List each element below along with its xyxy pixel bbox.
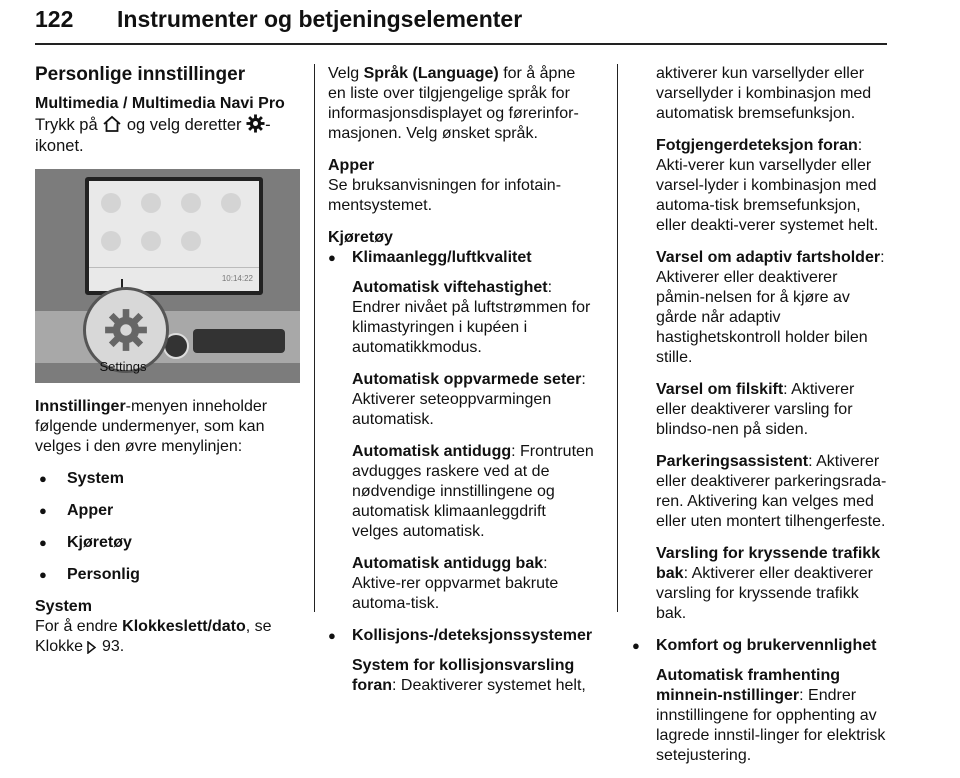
entry-term: Automatisk antidugg	[352, 443, 512, 460]
bullet-details	[328, 278, 596, 614]
media-buttons	[193, 329, 285, 353]
page-header	[35, 2, 887, 48]
entry	[656, 136, 887, 236]
entry-term: Varsel om filskift	[656, 381, 784, 398]
intro-text-c: -ikonet.	[35, 116, 271, 155]
page-title: Instrumenter og betjeningselementer	[117, 6, 523, 32]
menu-term: Innstillinger	[35, 398, 126, 415]
entry-text: : Frontruten avdugges raskere ved at de nødvendige innstillingene og automatisk klimaanleggdrift velges automatisk.	[352, 443, 594, 540]
list-item: ● System	[35, 469, 300, 489]
clock-readout: 10:14:22	[221, 274, 253, 283]
entry-term: Parkeringsassistent	[656, 453, 809, 470]
menu-text: -menyen inneholder følgende undermenyer, som kan velges i den øvre menylinjen:	[35, 398, 268, 455]
list-item: ● Kjøretøy	[35, 533, 300, 553]
entry-text: : Aktiverer eller deaktiverer varsling for kryssende trafikk bak.	[656, 565, 873, 622]
phone-app-icon	[141, 193, 161, 213]
entry-text: : Aktive-rer oppvarmet bakrute automa-tisk.	[352, 555, 559, 612]
bullet-item: ● Komfort og brukervennlighet	[632, 637, 877, 654]
entry-term: Varsling for kryssende trafikk bak	[656, 545, 881, 582]
android-auto-app-icon	[181, 231, 201, 251]
apper-heading: Apper	[328, 157, 375, 174]
entry	[656, 452, 887, 532]
users-app-icon	[221, 193, 241, 213]
entry-text: : Endrer nivået på luftstrømmen for klimastyringen i kupéen i automatikkmodus.	[352, 279, 591, 356]
vehicle-heading: Kjøretøy	[328, 229, 393, 246]
language-text-b: for å åpne en liste over tilgjengelige språk for informasjonsdisplayet og førerinfor-masjonen. Velg ønsket språk.	[328, 65, 579, 142]
home-icon	[102, 115, 122, 133]
navigation-app-icon	[181, 193, 201, 213]
entry	[656, 380, 887, 440]
entry-term: Fotgjengerdeteksjon foran	[656, 137, 858, 154]
page-number: 122	[35, 6, 74, 32]
header-rule	[35, 43, 887, 45]
intro-text-a: Trykk på	[35, 116, 98, 134]
list-item: ● Personlig	[35, 565, 300, 585]
system-text-b: , se Klokke	[35, 618, 272, 655]
entry-text: : Aktiverer eller deaktiverer påmin-nelsen for å kjøre av gårde når adaptiv hastighetskontroll holder bilen stille.	[656, 249, 885, 366]
entry-term: Automatisk viftehastighet	[352, 279, 548, 296]
system-page-ref: 93.	[101, 638, 125, 655]
entry-term: Automatisk framhenting minnein-nstillinger	[656, 667, 841, 704]
carplay-app-icon	[141, 231, 161, 251]
system-term: Klokkeslett/dato	[122, 618, 246, 635]
entry	[352, 442, 596, 542]
intro-text-b: og velg deretter	[126, 116, 242, 134]
entry-term: System for kollisjonsvarsling foran	[352, 657, 575, 694]
settings-label: Settings	[99, 359, 147, 374]
system-text-a: For å endre	[35, 618, 118, 635]
entry	[352, 554, 596, 614]
entry-text: : Aktiverer seteoppvarmingen automatisk.	[352, 371, 586, 428]
entry	[656, 666, 887, 766]
entry-term: Automatisk antidugg bak	[352, 555, 544, 572]
entry-term: Automatisk oppvarmede seter	[352, 371, 582, 388]
entry-continuation: aktiverer kun varsellyder eller varsellyder i kombinasjon med automatisk bremsefunksjon.	[656, 65, 872, 122]
language-paragraph	[328, 64, 596, 144]
entry	[656, 248, 887, 368]
section-heading: Personlige innstillinger	[35, 64, 246, 85]
apper-paragraph: Se bruksanvisningen for infotain-mentsystemet.	[328, 177, 562, 214]
audio-app-icon	[101, 193, 121, 213]
gear-icon	[104, 308, 148, 352]
settings-app-icon	[101, 231, 121, 251]
entry-term: Varsel om adaptiv fartsholder	[656, 249, 881, 266]
status-divider	[89, 267, 259, 268]
gear-icon	[246, 114, 265, 133]
entry-text: : Akti-verer kun varsellyder eller varsel-lyder i kombinasjon med automa-tisk bremsefunksjon, eller deakti-verer systemet helt.	[656, 137, 879, 234]
infotainment-photo	[35, 169, 300, 383]
column-divider	[617, 64, 618, 612]
entry	[352, 656, 596, 696]
column-2	[328, 64, 596, 708]
intro-paragraph	[35, 114, 300, 157]
bullet-details	[632, 666, 887, 766]
entry-text: : Aktiverer eller deaktiverer varsling for blindso-nen på siden.	[656, 381, 855, 438]
column-1	[35, 64, 300, 669]
entry-text: : Endrer innstillingene for opphenting av lagrede innstil-linger for elektrisk setejustering.	[656, 687, 886, 764]
bullet-item: ● Klimaanlegg/luftkvalitet	[328, 249, 532, 266]
language-text-a: Velg	[328, 65, 360, 82]
list-item: ● Apper	[35, 501, 300, 521]
display-screen	[85, 177, 263, 295]
entry	[352, 370, 596, 430]
bullet-label: Komfort og brukervennlighet	[656, 637, 877, 654]
subsection-heading: Multimedia / Multimedia Navi Pro	[35, 95, 285, 112]
entry-text: : Aktiverer eller deaktiverer parkeringsrada-ren. Aktivering kan velges med eller uten montert tilhengerfeste.	[656, 453, 887, 530]
entry	[656, 544, 887, 624]
column-3	[632, 64, 887, 778]
bullet-label: Klimaanlegg/luftkvalitet	[352, 249, 532, 266]
system-heading: System	[35, 598, 92, 615]
language-term: Språk (Language)	[363, 65, 499, 82]
bullet-details	[328, 656, 596, 696]
page-reference-icon	[87, 641, 97, 654]
entry	[352, 278, 596, 358]
continued-details	[632, 64, 887, 624]
column-divider	[314, 64, 315, 612]
entry-text: : Deaktiverer systemet helt,	[392, 677, 586, 694]
bullet-label: Kollisjons-/deteksjonssystemer	[352, 627, 593, 644]
menu-paragraph	[35, 397, 300, 457]
submenu-list	[35, 469, 300, 585]
system-paragraph	[35, 617, 300, 657]
bullet-item: ● Kollisjons-/deteksjonssystemer	[328, 627, 593, 644]
